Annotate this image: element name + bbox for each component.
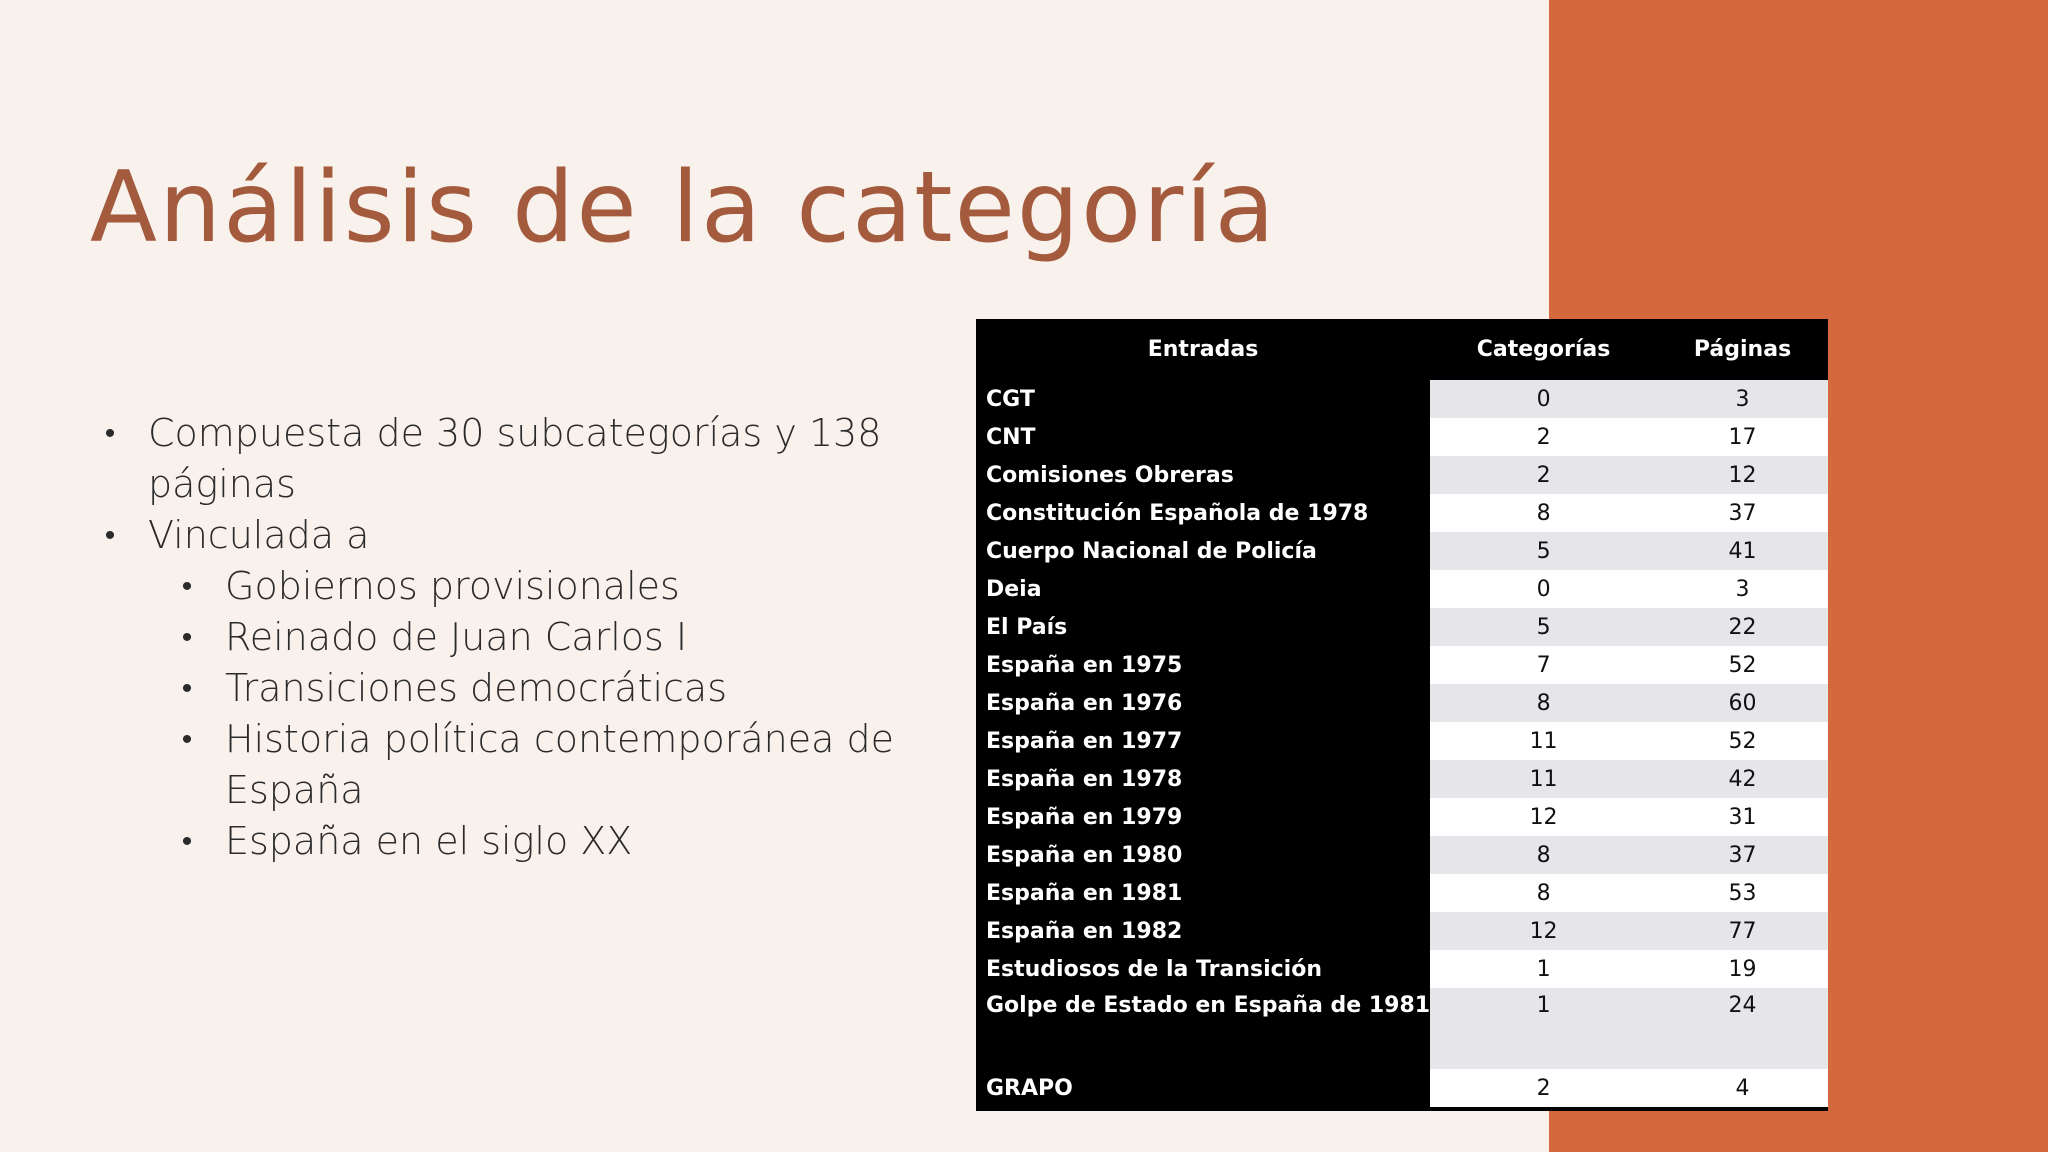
table-row [976, 874, 1828, 912]
entry-name-cell: Constitución Española de 1978 [976, 494, 1430, 532]
table-row [976, 418, 1828, 456]
bullet-text-line: Reinado de Juan Carlos I [225, 615, 688, 659]
pages-cell: 37 [1657, 494, 1828, 532]
bullet-text-line: España [225, 768, 364, 812]
bullet-item [100, 408, 900, 510]
table-row [976, 722, 1828, 760]
bullet-text-line: Gobiernos provisionales [225, 564, 680, 608]
entry-name-cell: Cuerpo Nacional de Policía [976, 532, 1430, 570]
pages-cell: 19 [1657, 950, 1828, 988]
sub-bullet-item [177, 612, 900, 663]
categories-cell: 5 [1430, 532, 1657, 570]
header-categorias: Categorías [1430, 319, 1657, 380]
table-row [976, 646, 1828, 684]
table-row [976, 494, 1828, 532]
table-row [976, 380, 1828, 418]
pages-cell: 77 [1657, 912, 1828, 950]
pages-cell: 17 [1657, 418, 1828, 456]
categories-cell: 8 [1430, 874, 1657, 912]
sub-bullet-item [177, 663, 900, 714]
header-paginas: Páginas [1657, 319, 1828, 380]
categories-cell: 1 [1430, 950, 1657, 988]
categories-cell: 2 [1430, 1069, 1657, 1109]
table-body [976, 380, 1828, 1109]
bullet-text-line: Transiciones democráticas [225, 666, 728, 710]
pages-cell: 60 [1657, 684, 1828, 722]
categories-cell: 12 [1430, 798, 1657, 836]
categories-cell: 1 [1430, 988, 1657, 1069]
categories-cell: 11 [1430, 760, 1657, 798]
pages-cell: 22 [1657, 608, 1828, 646]
table-row [976, 456, 1828, 494]
entry-name-cell: España en 1979 [976, 798, 1430, 836]
table-row [976, 950, 1828, 988]
bullet-text-line: Historia política contemporánea de [225, 717, 894, 761]
entry-name-cell: CGT [976, 380, 1430, 418]
categories-cell: 8 [1430, 684, 1657, 722]
bullet-marker: • [181, 569, 193, 604]
sub-bullet-item [177, 714, 900, 816]
pages-cell: 4 [1657, 1069, 1828, 1109]
categories-cell: 11 [1430, 722, 1657, 760]
pages-cell: 3 [1657, 380, 1828, 418]
entry-name-cell: España en 1976 [976, 684, 1430, 722]
pages-cell: 31 [1657, 798, 1828, 836]
pages-cell: 24 [1657, 988, 1828, 1069]
categories-cell: 8 [1430, 836, 1657, 874]
categories-cell: 12 [1430, 912, 1657, 950]
categories-cell: 7 [1430, 646, 1657, 684]
entry-name-cell: Deia [976, 570, 1430, 608]
bullet-text-line: España en el siglo XX [225, 819, 633, 863]
bullet-marker: • [104, 518, 116, 553]
entry-name-cell: CNT [976, 418, 1430, 456]
categories-cell: 0 [1430, 570, 1657, 608]
bullet-marker: • [181, 722, 193, 757]
bullet-text-line: páginas [148, 462, 296, 506]
categories-cell: 8 [1430, 494, 1657, 532]
pages-cell: 52 [1657, 722, 1828, 760]
bullet-text-line: Vinculada a [148, 513, 370, 557]
table-row [976, 760, 1828, 798]
table-header-row [976, 319, 1828, 380]
slide-title: Análisis de la categoría [90, 151, 1277, 265]
categories-cell: 2 [1430, 456, 1657, 494]
entry-name-cell: Estudiosos de la Transición [976, 950, 1430, 988]
pages-cell: 52 [1657, 646, 1828, 684]
sub-bullet-item [177, 561, 900, 612]
table-row [976, 570, 1828, 608]
header-entradas: Entradas [976, 319, 1430, 380]
pages-cell: 42 [1657, 760, 1828, 798]
entry-name-cell: GRAPO [976, 1069, 1430, 1109]
table-row [976, 1069, 1828, 1109]
pages-cell: 3 [1657, 570, 1828, 608]
pages-cell: 37 [1657, 836, 1828, 874]
table-row [976, 798, 1828, 836]
entry-name-cell: España en 1980 [976, 836, 1430, 874]
categories-cell: 2 [1430, 418, 1657, 456]
table-row [976, 532, 1828, 570]
bullet-list [100, 408, 900, 867]
pages-cell: 12 [1657, 456, 1828, 494]
categories-cell: 5 [1430, 608, 1657, 646]
entry-name-cell: España en 1975 [976, 646, 1430, 684]
entry-name-cell: España en 1981 [976, 874, 1430, 912]
bullet-text-line: Compuesta de 30 subcategorías y 138 [148, 411, 882, 455]
bullet-marker: • [104, 416, 116, 451]
categories-cell: 0 [1430, 380, 1657, 418]
entry-name-cell: El País [976, 608, 1430, 646]
entry-name-cell: España en 1982 [976, 912, 1430, 950]
bullet-marker: • [181, 620, 193, 655]
bullet-marker: • [181, 671, 193, 706]
data-table [976, 319, 1828, 1111]
table-row [976, 912, 1828, 950]
table-row [976, 836, 1828, 874]
entry-name-cell: España en 1978 [976, 760, 1430, 798]
table-row [976, 608, 1828, 646]
sub-bullet-item [177, 816, 900, 867]
entry-name-cell: Comisiones Obreras [976, 456, 1430, 494]
table-row [976, 684, 1828, 722]
bullet-item [100, 510, 900, 561]
table-row [976, 988, 1828, 1069]
pages-cell: 41 [1657, 532, 1828, 570]
pages-cell: 53 [1657, 874, 1828, 912]
bullet-marker: • [181, 824, 193, 859]
entry-name-cell: España en 1977 [976, 722, 1430, 760]
entry-name-cell: Golpe de Estado en España de 1981 [976, 988, 1430, 1069]
